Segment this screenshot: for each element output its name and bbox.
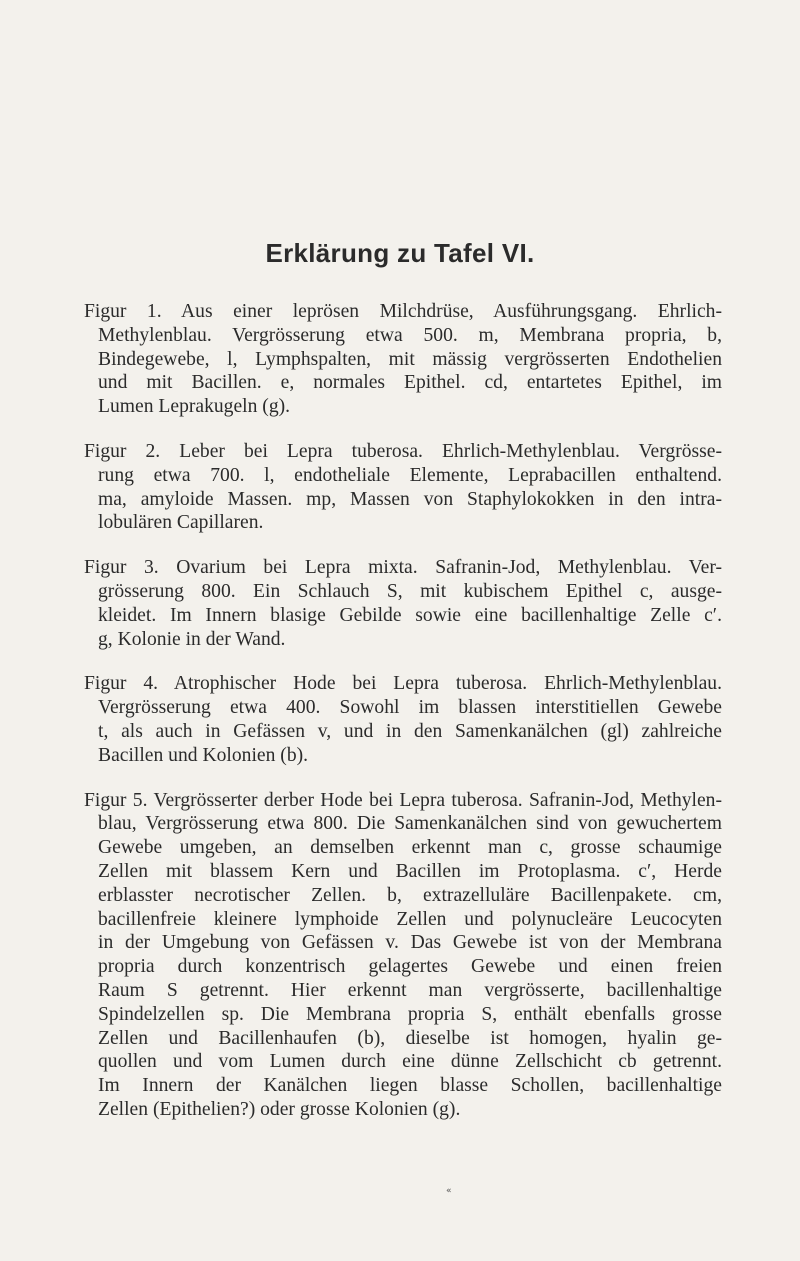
text-line: Methylenblau. Vergrösserung etwa 500. m, Membrana propria, b, [98, 324, 722, 346]
text-line: propria durch konzentrisch gelagertes Gewebe und einen freien [98, 956, 722, 978]
text-line: und mit Bacillen. e, normales Epithel. cd, entartetes Epithel, im [98, 372, 722, 394]
text-line: Zellen und Bacillenhaufen (b), dieselbe ist homogen, hyalin ge- [98, 1027, 722, 1049]
text-line: grösserung 800. Ein Schlauch S, mit kubischem Epithel c, ausge- [98, 580, 722, 602]
text-line: Spindelzellen sp. Die Membrana propria S, enthält ebenfalls grosse [98, 1003, 722, 1025]
figure-1-caption [76, 300, 722, 419]
text-line: erblasster necrotischer Zellen. b, extrazelluläre Bacillenpakete. cm, [98, 884, 722, 906]
text-line: Zellen (Epithelien?) oder grosse Kolonien (g). [98, 1098, 461, 1120]
text-line: ma, amyloide Massen. mp, Massen von Staphylokokken in den intra- [98, 488, 722, 510]
text-line: Figur 4. Atrophischer Hode bei Lepra tuberosa. Ehrlich-Methylenblau. [84, 673, 722, 695]
text-line: Raum S getrennt. Hier erkennt man vergrösserte, bacillenhaltige [98, 979, 722, 1001]
figure-4-caption [76, 672, 722, 767]
text-line: Bacillen und Kolonien (b). [98, 744, 309, 766]
text-line: Im Innern der Kanälchen liegen blasse Schollen, bacillenhaltige [98, 1075, 722, 1097]
figure-3-caption [76, 556, 722, 651]
explanation-text [76, 300, 722, 1143]
figure-2-caption [76, 440, 722, 535]
text-line: g, Kolonie in der Wand. [98, 628, 286, 650]
text-line: in der Umgebung von Gefässen v. Das Gewebe ist von der Membrana [98, 932, 722, 954]
figure-5-caption [76, 789, 722, 1122]
text-line: Figur 2. Leber bei Lepra tuberosa. Ehrlich-Methylenblau. Vergrösse- [84, 440, 722, 462]
text-line: Lumen Leprakugeln (g). [98, 396, 291, 418]
text-line: Vergrösserung etwa 400. Sowohl im blassen interstitiellen Gewebe [98, 697, 722, 719]
text-line: rung etwa 700. l, endotheliale Elemente, Leprabacillen enthaltend. [98, 464, 722, 486]
footer-mark: « [446, 1186, 452, 1196]
text-line: Figur 1. Aus einer leprösen Milchdrüse, Ausführungsgang. Ehrlich- [84, 301, 722, 322]
text-line: Zellen mit blassem Kern und Bacillen im Protoplasma. c′, Herde [98, 860, 722, 882]
text-line: quollen und vom Lumen durch eine dünne Zellschicht cb getrennt. [98, 1051, 722, 1073]
text-line: Bindegewebe, l, Lymphspalten, mit mässig vergrösserten Endothelien [98, 348, 722, 370]
text-line: t, als auch in Gefässen v, und in den Samenkanälchen (gl) zahlreiche [98, 720, 722, 742]
text-line: kleidet. Im Innern blasige Gebilde sowie eine bacillenhaltige Zelle c′. [98, 604, 722, 626]
text-line: bacillenfreie kleinere lymphoide Zellen und polynucleäre Leucocyten [98, 908, 722, 930]
text-line: Gewebe umgeben, an demselben erkennt man c, grosse schaumige [98, 837, 722, 859]
text-line: Figur 3. Ovarium bei Lepra mixta. Safranin-Jod, Methylenblau. Ver- [84, 557, 722, 579]
text-line: Figur 5. Vergrösserter derber Hode bei Lepra tuberosa. Safranin-Jod, Methylen- [84, 789, 722, 811]
page-title: Erklärung zu Tafel VI. [265, 238, 535, 268]
text-line: blau, Vergrösserung etwa 800. Die Samenkanälchen sind von gewuchertem [98, 813, 722, 835]
text-line: lobulären Capillaren. [98, 512, 264, 534]
